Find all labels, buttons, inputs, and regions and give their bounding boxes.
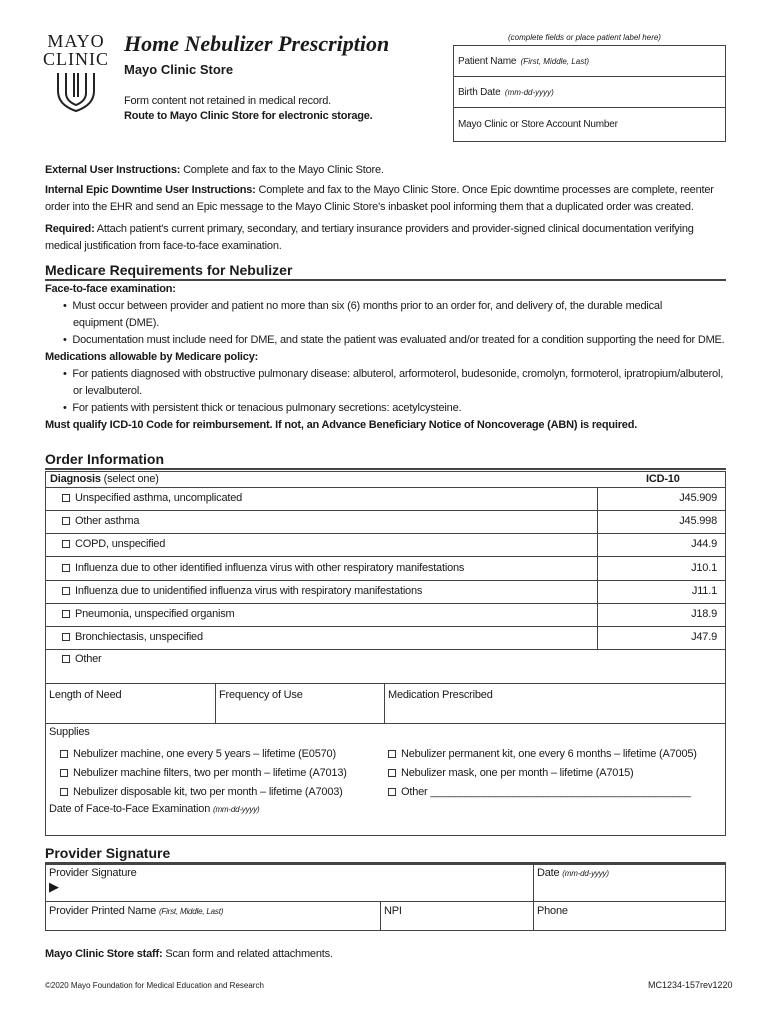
- icd-code: J45.998: [679, 515, 717, 528]
- diagnosis-label: Influenza due to other identified influenza virus with other respiratory manifestations: [75, 561, 465, 574]
- meds-bullet-1-line1: For patients diagnosed with obstructive pulmonary disease: albuterol, arformoterol, budesonide, cromolyn, formoterol, ipratropium/albuterol,: [72, 368, 724, 380]
- account-number-field[interactable]: [454, 108, 725, 141]
- icd-code: J11.1: [691, 584, 717, 597]
- store-name: Mayo Clinic Store: [124, 62, 234, 77]
- diagnosis-other[interactable]: [62, 653, 102, 665]
- f2f-date-field[interactable]: [49, 803, 259, 815]
- checkbox-icon[interactable]: [60, 750, 68, 758]
- provider-signature-field[interactable]: [49, 867, 137, 894]
- f2f-label: Face-to-face examination:: [45, 283, 176, 295]
- form-title: Home Nebulizer Prescription: [124, 31, 390, 56]
- checkbox-icon[interactable]: [60, 769, 68, 777]
- provider-box: [45, 864, 726, 931]
- need-row-top: [46, 683, 725, 684]
- patient-info-box: [453, 45, 726, 142]
- diagnosis-option[interactable]: [62, 538, 165, 550]
- date-hint: (mm-dd-yyyy): [562, 869, 609, 878]
- diagnosis-label: Other asthma: [75, 515, 140, 528]
- form-number: MC1234-157rev1220: [648, 980, 733, 990]
- account-label: Mayo Clinic or Store Account Number: [458, 119, 618, 130]
- supply-label: Nebulizer permanent kit, one every 6 months – lifetime (A7005): [401, 748, 697, 760]
- date-label: Date: [537, 867, 560, 879]
- f2f-bullet-2: • Documentation must include need for DME, and state the patient was evaluated and/or treated for a condition supporting the need for DME.: [63, 334, 725, 346]
- logo-line1: MAYO: [47, 31, 105, 51]
- meds-bullet-2-text: For patients with persistent thick or tenacious pulmonary secretions: acetylcysteine.: [72, 402, 462, 414]
- meds-bullet-2: • For patients with persistent thick or tenacious pulmonary secretions: acetylcysteine.: [63, 402, 462, 414]
- required-text-1: Attach patient's current primary, secondary, and tertiary insurance providers and provider-signed clinical documentation verifying: [96, 223, 694, 235]
- required-text-2: medical justification from face-to-face examination.: [45, 240, 282, 252]
- diagnosis-row[interactable]: [46, 626, 725, 649]
- staff-note: [45, 948, 333, 960]
- logo-line2: CLINIC: [43, 49, 109, 69]
- f2f-bullet-1-line2: equipment (DME).: [73, 317, 160, 329]
- checkbox-icon[interactable]: [62, 587, 70, 595]
- supply-label: Nebulizer disposable kit, two per month – lifetime (A7003): [73, 786, 343, 798]
- checkbox-icon[interactable]: [62, 494, 70, 502]
- meds-bullet-1: • For patients diagnosed with obstructive pulmonary disease: albuterol, arformoterol, budesonide, cromolyn, formoterol, ipratropium/albuterol, or levalbuterol.: [63, 368, 724, 397]
- diagnosis-label: Bronchiectasis, unspecified: [75, 631, 203, 644]
- supply-label: Nebulizer mask, one per month – lifetime (A7015): [401, 767, 634, 779]
- need-divider-1: [215, 683, 216, 723]
- npi-divider: [380, 901, 381, 930]
- supply-a7005[interactable]: [388, 745, 697, 764]
- diagnosis-option[interactable]: [62, 585, 422, 597]
- supply-e0570[interactable]: [60, 745, 347, 764]
- icd-note: Must qualify ICD-10 Code for reimbursement. If not, an Advance Beneficiary Notice of Noncoverage (ABN) is required.: [45, 419, 638, 431]
- mayo-clinic-logo: [40, 32, 112, 113]
- supply-a7013[interactable]: [60, 764, 347, 783]
- supply-a7015[interactable]: [388, 764, 697, 783]
- diagnosis-row[interactable]: [46, 580, 725, 604]
- diagnosis-label: Pneumonia, unspecified organism: [75, 608, 235, 620]
- staff-text: Scan form and related attachments.: [165, 948, 333, 960]
- staff-label: Mayo Clinic Store staff:: [45, 948, 163, 960]
- supply-label: Other ____________________________________________: [401, 786, 691, 798]
- diagnosis-table: [45, 471, 726, 836]
- checkbox-icon[interactable]: [60, 788, 68, 796]
- supply-other[interactable]: [388, 783, 697, 802]
- checkbox-icon[interactable]: [62, 633, 70, 641]
- checkbox-icon[interactable]: [62, 517, 70, 525]
- meds-label: Medications allowable by Medicare policy:: [45, 351, 259, 363]
- diagnosis-row[interactable]: [46, 487, 725, 511]
- diagnosis-label: Influenza due to unidentified influenza virus with respiratory manifestations: [75, 584, 423, 597]
- diagnosis-label: Unspecified asthma, uncomplicated: [75, 492, 243, 504]
- diagnosis-option[interactable]: [62, 608, 235, 620]
- checkbox-icon[interactable]: [62, 540, 70, 548]
- printed-name-field[interactable]: [49, 905, 223, 917]
- diagnosis-option[interactable]: [62, 631, 203, 643]
- supplies-right: [388, 745, 697, 802]
- printed-name-label: Provider Printed Name: [49, 905, 157, 917]
- f2f-bullet-2-text: Documentation must include need for DME, and state the patient was evaluated and/or treated for a condition supporting the need for DME.: [72, 334, 725, 346]
- diagnosis-hint: (select one): [103, 473, 159, 485]
- shield-icon: [52, 71, 100, 113]
- required-instructions: [45, 221, 735, 255]
- phone-field[interactable]: Phone: [537, 905, 568, 917]
- supply-label: Nebulizer machine, one every 5 years – lifetime (E0570): [73, 748, 336, 760]
- printed-name-hint: (First, Middle, Last): [158, 907, 224, 916]
- rows-bottom-line: [46, 649, 725, 650]
- medicare-requirements: [45, 281, 735, 434]
- supply-label: Nebulizer machine filters, two per month – lifetime (A7013): [73, 767, 347, 779]
- supplies-label: Supplies: [49, 726, 90, 738]
- patient-name-hint: (First, Middle, Last): [520, 57, 590, 66]
- checkbox-icon[interactable]: [62, 610, 70, 618]
- checkbox-icon[interactable]: [62, 564, 70, 572]
- icd-code: J45.909: [679, 492, 717, 504]
- internal-text-2: order into the EHR and send an Epic message to the Mayo Clinic Store's inbasket pool informing them that a duplicated order was created.: [45, 201, 694, 213]
- diagnosis-row[interactable]: [46, 603, 725, 627]
- instructions: [45, 162, 735, 255]
- medication-field[interactable]: Medication Prescribed: [388, 689, 493, 701]
- f2f-date-label: Date of Face-to-Face Examination: [49, 803, 211, 815]
- diagnosis-option[interactable]: [62, 562, 464, 574]
- need-divider-2: [384, 683, 385, 723]
- frequency-field[interactable]: Frequency of Use: [219, 689, 303, 701]
- icd-code: J18.9: [691, 608, 717, 620]
- f2f-date-hint: (mm-dd-yyyy): [212, 805, 260, 814]
- icd-code: J44.9: [691, 538, 717, 551]
- external-instructions: [45, 162, 735, 179]
- diagnosis-label: Diagnosis: [50, 473, 101, 485]
- order-rule: [45, 468, 726, 470]
- external-label: External User Instructions:: [45, 164, 181, 176]
- internal-instructions: [45, 182, 735, 216]
- checkbox-icon[interactable]: [388, 750, 396, 758]
- provider-heading: Provider Signature: [45, 845, 171, 861]
- checkbox-icon[interactable]: [388, 769, 396, 777]
- date-divider: [533, 865, 534, 930]
- checkbox-icon[interactable]: [62, 655, 70, 663]
- internal-text-1: Complete and fax to the Mayo Clinic Store. Once Epic downtime processes are complete, reenter: [258, 184, 714, 196]
- checkbox-icon[interactable]: [388, 788, 396, 796]
- copyright: ©2020 Mayo Foundation for Medical Education and Research: [45, 981, 264, 990]
- order-heading: Order Information: [45, 451, 165, 467]
- f2f-bullet-1-line1: Must occur between provider and patient no more than six (6) months prior to an order for, and delivery of, the durable medical: [72, 300, 663, 312]
- birth-date-hint: (mm-dd-yyyy): [504, 88, 554, 97]
- supply-a7003[interactable]: [60, 783, 347, 802]
- length-of-need-field[interactable]: Length of Need: [49, 689, 122, 701]
- meds-bullet-1-line2: or levalbuterol.: [73, 385, 142, 397]
- required-label: Required:: [45, 223, 95, 235]
- diagnosis-row[interactable]: [46, 510, 725, 534]
- diagnosis-header: [50, 473, 159, 485]
- diagnosis-label: COPD, unspecified: [75, 538, 166, 551]
- need-row-bottom: [46, 723, 725, 724]
- npi-field[interactable]: NPI: [384, 905, 402, 917]
- icd-code: J10.1: [691, 561, 717, 574]
- other-label: Other: [75, 653, 102, 665]
- diagnosis-option[interactable]: [62, 492, 242, 504]
- storage-note: Route to Mayo Clinic Store for electronic storage.: [124, 110, 373, 122]
- f2f-bullet-1: • Must occur between provider and patient no more than six (6) months prior to an order for, and delivery of, the durable medical equipment (DME).: [63, 300, 663, 329]
- birth-date-label: Birth Date: [458, 87, 501, 98]
- patient-name-field[interactable]: [454, 46, 725, 77]
- diagnosis-row[interactable]: [46, 533, 725, 557]
- date-field[interactable]: [537, 867, 609, 879]
- external-text: Complete and fax to the Mayo Clinic Store.: [183, 164, 384, 176]
- icd-header: ICD-10: [646, 473, 680, 485]
- medicare-heading: Medicare Requirements for Nebulizer: [45, 262, 293, 278]
- provider-mid-line: [46, 901, 725, 902]
- record-note: Form content not retained in medical record.: [124, 95, 332, 107]
- patient-name-label: Patient Name: [458, 56, 517, 67]
- birth-date-field[interactable]: [454, 77, 725, 108]
- patient-label-hint: (complete fields or place patient label here): [508, 33, 661, 42]
- diagnosis-row[interactable]: [46, 557, 725, 581]
- diagnosis-option[interactable]: [62, 515, 139, 527]
- supplies-left: [60, 745, 347, 802]
- internal-label: Internal Epic Downtime User Instructions:: [45, 184, 256, 196]
- icd-code: J47.9: [691, 631, 717, 644]
- signature-label: Provider Signature: [49, 867, 137, 879]
- arrow-icon: ▶: [49, 879, 59, 894]
